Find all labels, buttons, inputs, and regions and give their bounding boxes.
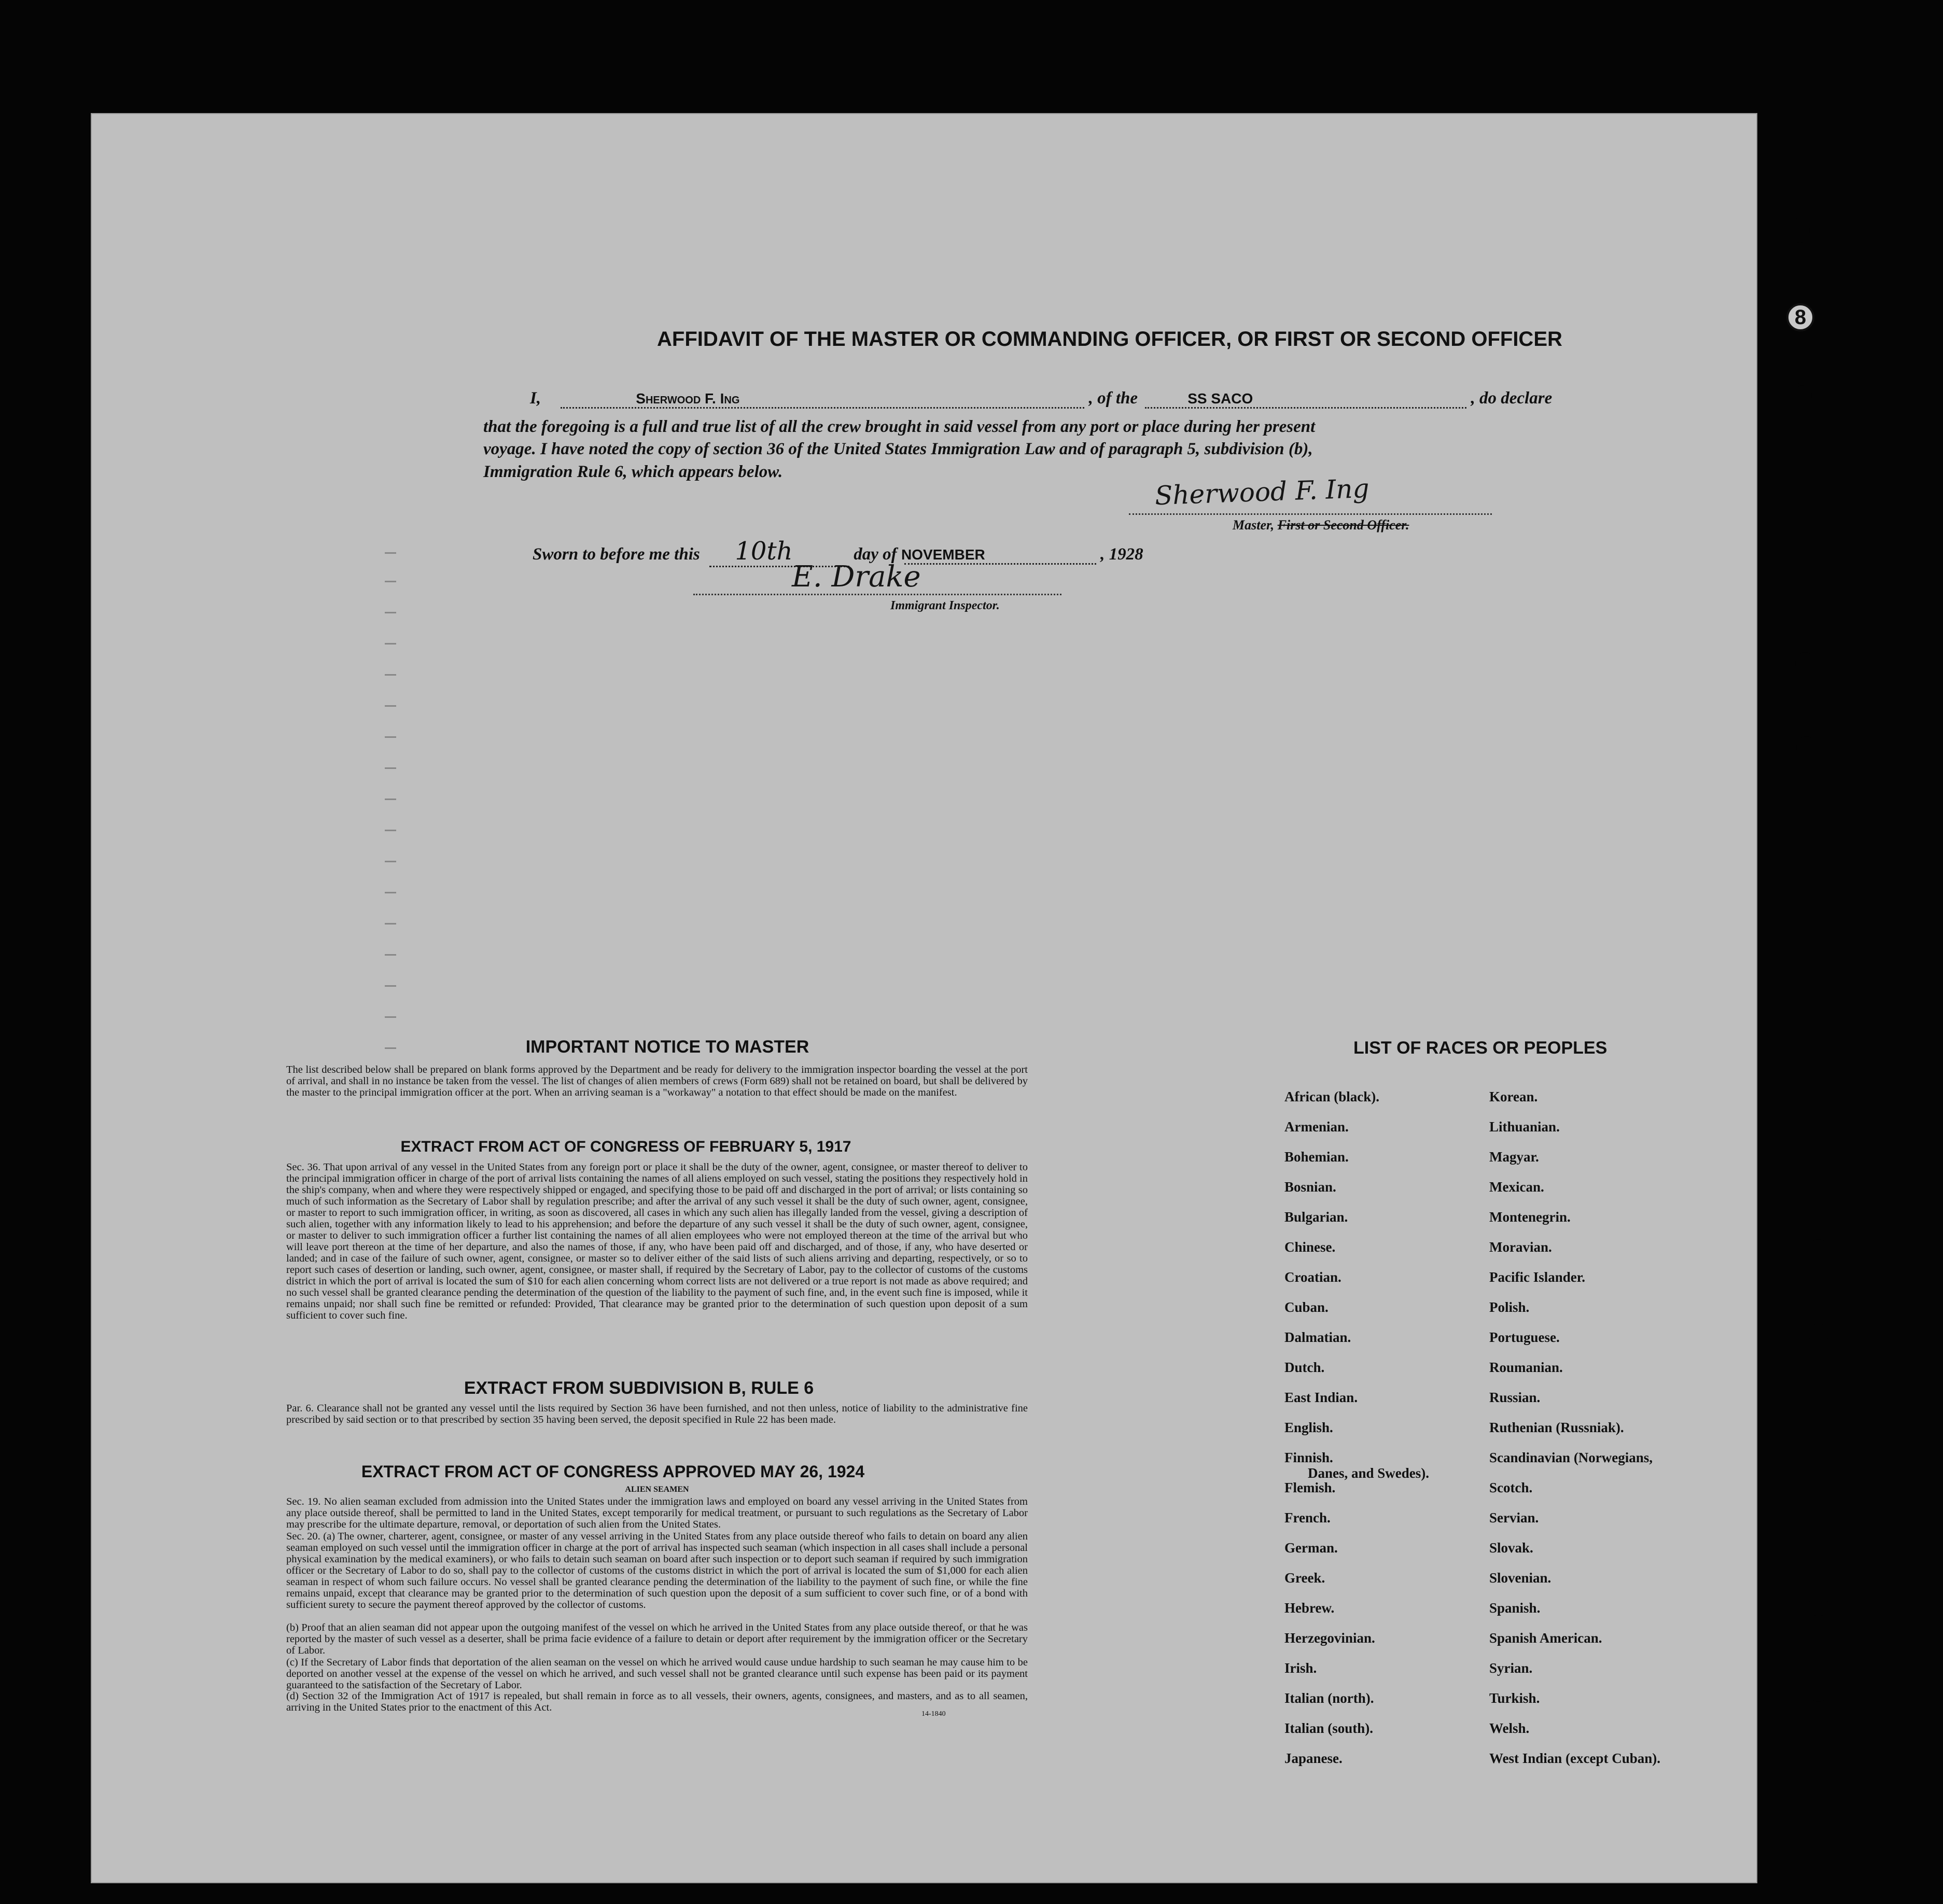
- race-item: Herzegovinian.: [1284, 1630, 1375, 1646]
- race-item: Lithuanian.: [1489, 1119, 1560, 1135]
- row-mark: [385, 552, 396, 554]
- race-item: Spanish American.: [1489, 1630, 1602, 1646]
- race-item: West Indian (except Cuban).: [1489, 1751, 1661, 1766]
- race-item: Spanish.: [1489, 1600, 1541, 1616]
- extract-1924-sec20d: (d) Section 32 of the Immigration Act of 1917 is repealed, but shall remain in force as to all vessels, their owners, agents, consignees, and masters, and as to all seamen, arriving in the United States prior to the enactment of this Act.: [286, 1690, 1028, 1713]
- vessel-name-field: [1145, 390, 1466, 409]
- row-mark: [385, 1047, 396, 1049]
- race-item: Magyar.: [1489, 1149, 1539, 1165]
- master-signature: Sherwood F. Ing: [1154, 473, 1370, 511]
- vessel-name-value: SS SACO: [1187, 390, 1253, 407]
- rule6-text: Par. 6. Clearance shall not be granted any vessel until the lists required by Section 36 have been furnished, and not then unless, notice of liability to the administrative fine prescribed by said section or to that prescribed by section 35 having been served, the deposit specified in Rule 22 has been made.: [286, 1403, 1028, 1425]
- race-item: Italian (north).: [1284, 1690, 1374, 1706]
- punch-hole: [1795, 652, 1815, 674]
- race-item: Servian.: [1489, 1510, 1539, 1525]
- race-item: Flemish.: [1284, 1480, 1336, 1495]
- extract-1924-subtitle: ALIEN SEAMEN: [625, 1485, 689, 1494]
- race-item: Montenegrin.: [1489, 1209, 1571, 1225]
- declaration-body-3: Immigration Rule 6, which appears below.: [483, 463, 783, 481]
- race-item: Pacific Islander.: [1489, 1269, 1585, 1285]
- race-item: Dutch.: [1284, 1360, 1325, 1375]
- row-mark: [385, 643, 396, 645]
- race-item: Bosnian.: [1284, 1179, 1336, 1195]
- row-mark: [385, 705, 396, 707]
- affidavit-title: AFFIDAVIT OF THE MASTER OR COMMANDING OFFICER, OR FIRST OR SECOND OFFICER: [657, 328, 1562, 351]
- sworn-label: Sworn to before me this: [533, 545, 700, 564]
- row-mark: [385, 581, 396, 582]
- punch-hole-ring: [1790, 218, 1810, 243]
- race-item: English.: [1284, 1420, 1333, 1435]
- day-value: 10th: [735, 537, 793, 566]
- struck-officer-label: First or Second Officer.: [1277, 517, 1409, 533]
- do-declare-label: , do declare: [1471, 389, 1553, 408]
- extract-1924-sec19: Sec. 19. No alien seaman excluded from admission into the United States under the immigration laws and employed on board any vessel arriving in the United States from any place outside thereof, shall be permitted to land in the United States, except temporarily for medical treatment, or pursuant to such regulations as the Secretary of Labor may prescribe for the ultimate departure, removal, or deportation of such alien from the United States.: [286, 1496, 1028, 1530]
- race-item: Korean.: [1489, 1089, 1538, 1104]
- punch-hole: [1796, 736, 1816, 758]
- extract-1924-sec20b: (b) Proof that an alien seaman did not appear upon the outgoing manifest of the vessel on which he arrived in the United States from any place outside thereof, or that he was reported by the master of such vessel as a deserter, shall be prima facie evidence of a failure to detain or deport after requirement by the immigration officer or the Secretary of Labor.: [286, 1622, 1028, 1656]
- master-signature-line: [1129, 513, 1492, 515]
- race-item: Hebrew.: [1284, 1600, 1335, 1616]
- row-mark: [385, 892, 396, 893]
- month-value: NOVEMBER: [901, 547, 985, 563]
- race-item: Bulgarian.: [1284, 1209, 1348, 1225]
- race-item: Roumanian.: [1489, 1360, 1563, 1375]
- race-item: Dalmatian.: [1284, 1329, 1351, 1345]
- race-item: Greek.: [1284, 1570, 1325, 1586]
- rule6-title: EXTRACT FROM SUBDIVISION B, RULE 6: [464, 1378, 814, 1398]
- race-item: Ruthenian (Russniak).: [1489, 1420, 1624, 1435]
- race-item: Italian (south).: [1284, 1720, 1374, 1736]
- race-item: Portuguese.: [1489, 1329, 1560, 1345]
- punch-hole: [1809, 1239, 1828, 1261]
- master-label: Master,: [1233, 517, 1275, 533]
- notice-title: IMPORTANT NOTICE TO MASTER: [525, 1037, 809, 1057]
- race-item: French.: [1284, 1510, 1331, 1525]
- day-of-label: day of: [854, 545, 897, 564]
- row-mark: [385, 923, 396, 925]
- declarant-name-value: Sherwood F. Ing: [636, 390, 740, 407]
- document-page: [91, 113, 1807, 1883]
- race-item: Mexican.: [1489, 1179, 1544, 1195]
- race-item: Syrian.: [1489, 1660, 1533, 1676]
- declarant-name-field: [561, 390, 1084, 409]
- punch-hole: [1809, 1324, 1828, 1346]
- row-mark: [385, 767, 396, 769]
- race-item: Cuban.: [1284, 1299, 1329, 1315]
- race-item: Danes, and Swedes).: [1308, 1465, 1430, 1481]
- row-mark: [385, 674, 396, 676]
- extract-1924-sec20c: (c) If the Secretary of Labor finds that deportation of the alien seaman on the vessel on which he arrived would cause undue hardship to such seaman he may cause him to be deported on another vessel at the expense of the vessel on which he arrived, and such vessel shall not be granted clearance until such expense has been paid or its payment guaranteed to the satisfaction of the Secretary of Labor.: [286, 1657, 1028, 1691]
- row-mark: [385, 830, 396, 831]
- inspector-signature-line: [693, 594, 1061, 595]
- punch-hole: [1809, 1680, 1828, 1702]
- races-title: LIST OF RACES OR PEOPLES: [1353, 1038, 1607, 1058]
- race-item: Chinese.: [1284, 1239, 1336, 1255]
- form-number: 14-1840: [921, 1710, 946, 1718]
- of-the-label: , of the: [1088, 389, 1138, 408]
- race-item: Finnish.: [1284, 1450, 1333, 1465]
- race-item: Slovenian.: [1489, 1570, 1551, 1586]
- row-mark: [385, 736, 396, 738]
- extract-1924-title: EXTRACT FROM ACT OF CONGRESS APPROVED MAY 26, 1924: [361, 1462, 865, 1481]
- notice-text: The list described below shall be prepared on blank forms approved by the Department and be ready for delivery to the immigration inspector boarding the vessel at the port of arrival, and shall in no instance be taken from the vessel. The list of changes of alien members of crews (Form 689) shall not be retained on board, but shall be delivered by the master to the principal immigration officer at the port. When an arriving seaman is a "workaway" a notation to that effect should be made on the manifest.: [286, 1064, 1028, 1098]
- race-item: Russian.: [1489, 1390, 1541, 1405]
- punch-hole-ring: [1792, 383, 1812, 408]
- row-mark: [385, 954, 396, 956]
- race-item: Polish.: [1489, 1299, 1530, 1315]
- inspector-label: Immigrant Inspector.: [890, 599, 1000, 612]
- margin-page-number: 8: [1786, 303, 1814, 331]
- race-item: Irish.: [1284, 1660, 1317, 1676]
- row-mark: [385, 799, 396, 800]
- declaration-body-1: that the foregoing is a full and true list of all the crew brought in said vessel from any port or place during her present: [483, 417, 1316, 436]
- race-item: Moravian.: [1489, 1239, 1552, 1255]
- race-item: Armenian.: [1284, 1119, 1349, 1135]
- inspector-signature: E. Drake: [792, 560, 921, 594]
- row-mark: [385, 861, 396, 862]
- extract-1917-title: EXTRACT FROM ACT OF CONGRESS OF FEBRUARY 5, 1917: [400, 1138, 851, 1155]
- master-title-line: [1233, 517, 1409, 533]
- month-field: [901, 547, 1096, 565]
- race-item: African (black).: [1284, 1089, 1379, 1104]
- race-item: German.: [1284, 1540, 1338, 1556]
- row-mark: [385, 1016, 396, 1018]
- race-item: East Indian.: [1284, 1390, 1358, 1405]
- declaration-line: [530, 389, 1552, 409]
- race-item: Scandinavian (Norwegians,: [1489, 1450, 1653, 1465]
- row-mark: [385, 985, 396, 987]
- punch-hole: [1809, 1594, 1828, 1616]
- year-value: , 1928: [1100, 545, 1143, 564]
- race-item: Bohemian.: [1284, 1149, 1349, 1165]
- i-label: I,: [530, 389, 541, 408]
- declaration-body-2: voyage. I have noted the copy of section 36 of the United States Immigration Law and of paragraph 5, subdivision (b),: [483, 440, 1313, 458]
- race-item: Slovak.: [1489, 1540, 1533, 1556]
- extract-1924-sec20a: Sec. 20. (a) The owner, charterer, agent, consignee, or master of any vessel arriving in the United States from any place outside thereof who fails to detain on board any alien seaman employed on such vessel until the immigration officer in charge at the port of arrival has inspected such seaman (which inspection in all cases shall include a personal physical examination by the medical examiners), or who fails to detain such seaman on board after such inspection or to deport such seaman if required by such immigration officer or the Secretary of Labor to do so, shall pay to the collector of customs of the customs district in which the port of arrival is located the sum of $1,000 for each alien seaman in respect of whom such failure occurs. No vessel shall be granted clearance pending the determination of the liability to the payment of such fine, or while the fine remains unpaid, except that clearance may be granted prior to the determination of such question upon the deposit of a sum sufficient to cover such fine, or of a bond with sufficient surety to secure the payment thereof approved by the collector of customs.: [286, 1531, 1028, 1611]
- race-item: Welsh.: [1489, 1720, 1530, 1736]
- row-mark: [385, 612, 396, 613]
- race-item: Japanese.: [1284, 1751, 1343, 1766]
- race-item: Scotch.: [1489, 1480, 1533, 1495]
- race-item: Turkish.: [1489, 1690, 1540, 1706]
- extract-1917-text: Sec. 36. That upon arrival of any vessel in the United States from any foreign port or place it shall be the duty of the owner, agent, consignee, or master thereof to deliver to the principal immigration officer in charge of the port of arrival lists containing the names of all aliens employed on such vessel, stating the positions they respectively hold in the ship's company, when and where they were respectively shipped or engaged, and specifying those to be paid off and discharged in the port of arrival; or lists containing so much of such information as the Secretary of Labor shall by regulation prescribe; and after the arrival of any such vessel it shall be the duty of such owner, agent, consignee, or master to report to such immigration officer, in writing, as soon as discovered, all cases in which any such alien has illegally landed from the vessel, giving a description of such alien, together with any information likely to lead to his apprehension; and before the departure of any such vessel it shall be the duty of such owner, agent, consignee, or master to deliver to such immigration officer a further list containing the names of all alien employees who were not employed thereon at the time of the arrival but who will leave port thereon at the time of her departure, and also the names of those, if any, who have been paid off and discharged, and of those, if any, who have deserted or landed; and in case of the failure of such owner, agent, consignee, or master so to deliver either of the said lists of such aliens arriving and departing, respectively, or so to report such cases of desertion or landing, such owner, agent, consignee, or master shall, if required by the Secretary of Labor, pay to the collector of customs of the customs district in which the port of arrival is located the sum of $10 for each alien concerning whom correct lists are not delivered or a true report is not made as above required; and no such vessel shall be granted clearance pending the determination of the question of the liability to the payment of such fine, and, in the event such fine is imposed, while it remains unpaid; nor shall such fine be remitted or refunded: Provided, That clearance may be granted prior to the determination of such question upon deposit of a sum sufficient to cover such fine.: [286, 1161, 1028, 1321]
- race-item: Croatian.: [1284, 1269, 1341, 1285]
